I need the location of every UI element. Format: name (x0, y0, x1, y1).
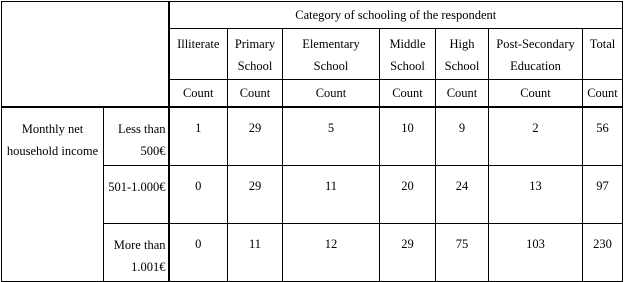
table-cell: 13 (489, 166, 583, 224)
row-label: More than 1.001€ (104, 224, 169, 282)
table-cell: 5 (283, 107, 380, 166)
row-label: Less than 500€ (104, 107, 169, 166)
table-cell: 29 (380, 224, 436, 282)
crosstab-container (1, 1, 623, 282)
count-label: Count (283, 80, 380, 108)
table-cell: 12 (283, 224, 380, 282)
count-label: Count (489, 80, 583, 108)
table-cell: 0 (169, 166, 228, 224)
table-cell: 97 (583, 166, 623, 224)
table-cell: 24 (436, 166, 489, 224)
row-label: 501-1.000€ (104, 166, 169, 224)
row-group-label: Monthly net household income (2, 107, 104, 282)
table-cell: 230 (583, 224, 623, 282)
count-label: Count (436, 80, 489, 108)
table-cell: 103 (489, 224, 583, 282)
table-cell: 29 (228, 107, 283, 166)
table-cell: 1 (169, 107, 228, 166)
table-cell: 29 (228, 166, 283, 224)
table-cell: 10 (380, 107, 436, 166)
table-cell: 11 (283, 166, 380, 224)
crosstab-table (1, 1, 623, 282)
col-header-elementary-school: Elementary School (283, 29, 380, 80)
col-header-illiterate: Illiterate (169, 29, 228, 80)
table-cell: 20 (380, 166, 436, 224)
table-cell: 75 (436, 224, 489, 282)
count-label: Count (169, 80, 228, 108)
table-cell: 56 (583, 107, 623, 166)
category-header: Category of schooling of the respondent (169, 2, 623, 29)
col-header-post-secondary: Post-Secondary Education (489, 29, 583, 80)
count-label: Count (380, 80, 436, 108)
col-header-total: Total (583, 29, 623, 80)
col-header-high-school: High School (436, 29, 489, 80)
table-row (2, 107, 623, 166)
table-cell: 11 (228, 224, 283, 282)
col-header-primary-school: Primary School (228, 29, 283, 80)
corner-cell (2, 2, 169, 108)
table-cell: 2 (489, 107, 583, 166)
count-label: Count (228, 80, 283, 108)
table-cell: 9 (436, 107, 489, 166)
table-cell: 0 (169, 224, 228, 282)
col-header-middle-school: Middle School (380, 29, 436, 80)
count-label: Count (583, 80, 623, 108)
